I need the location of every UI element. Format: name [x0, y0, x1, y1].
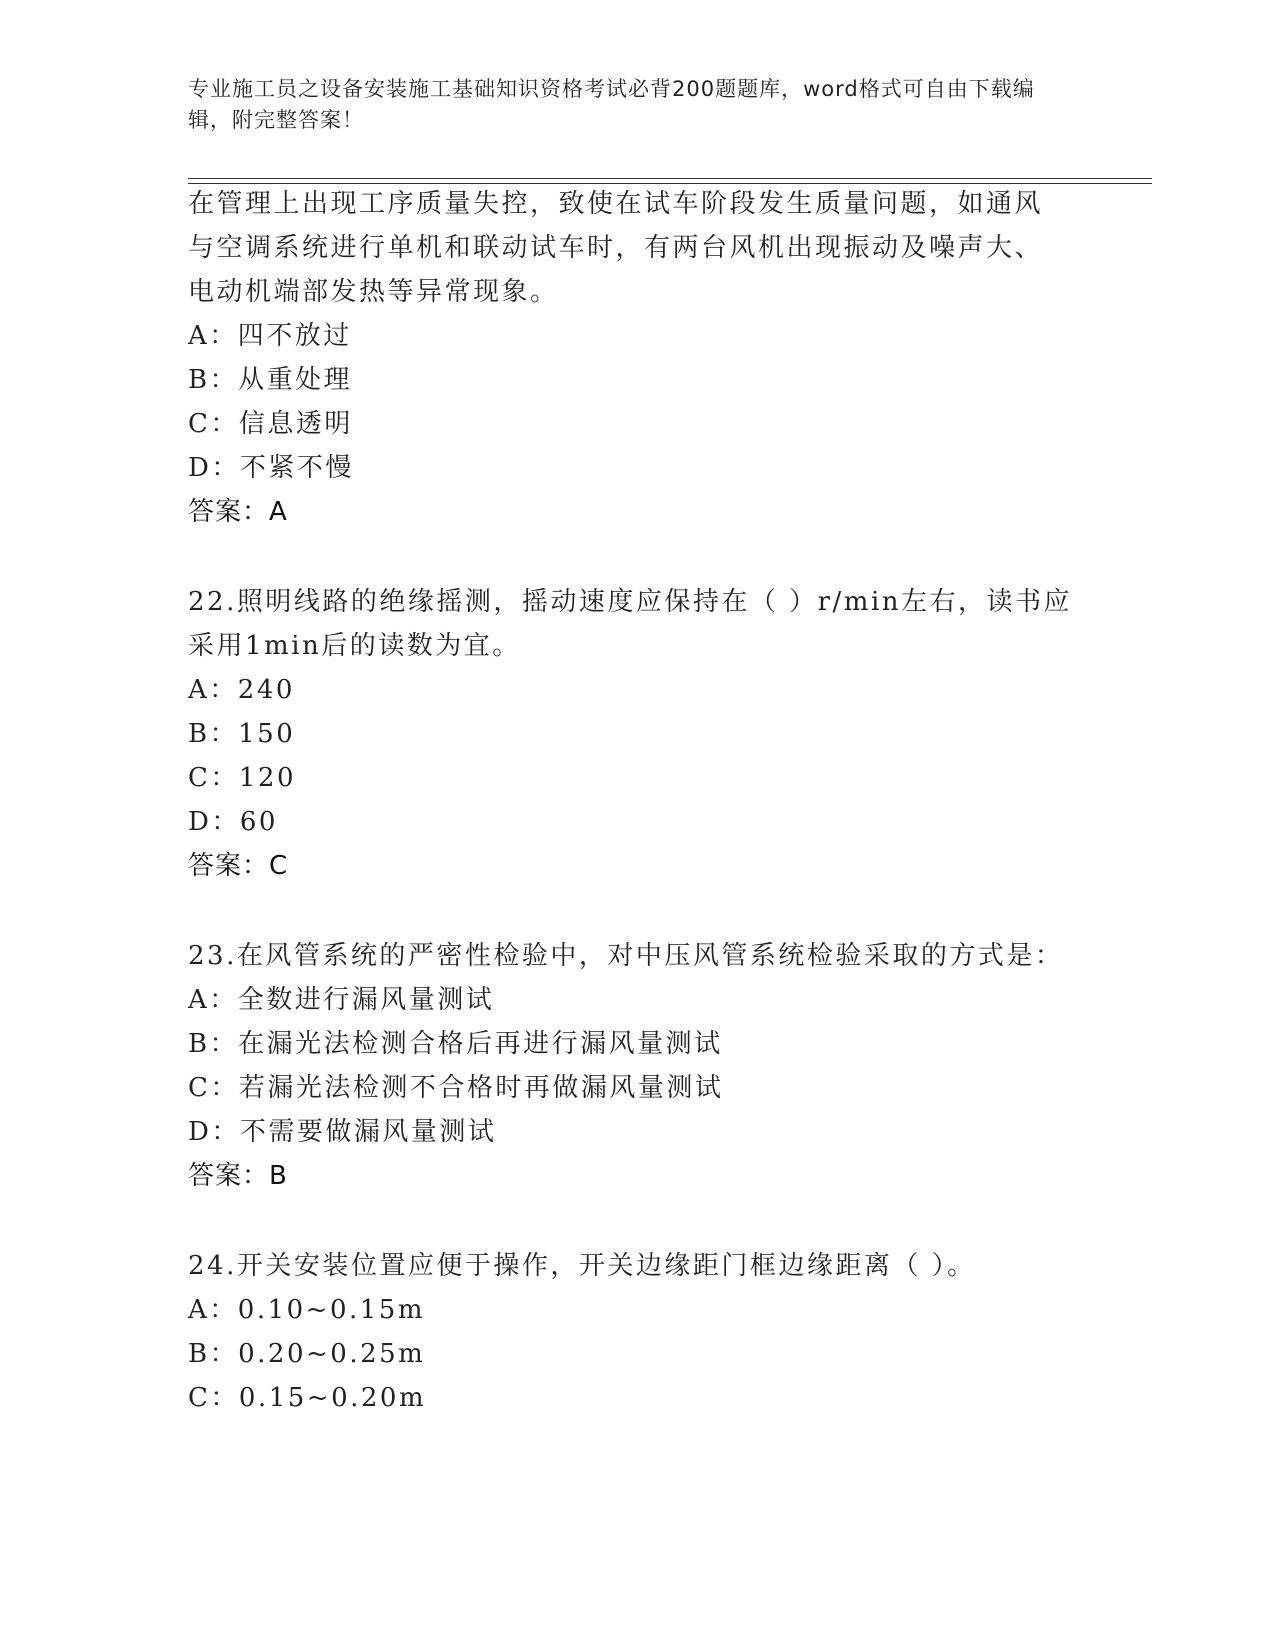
option-b: B：150	[188, 719, 296, 749]
answer-label: 答案：C	[188, 851, 289, 881]
option-b: B：从重处理	[188, 365, 353, 395]
option-c: C：0.15~0.20m	[188, 1383, 427, 1413]
option-a: A：全数进行漏风量测试	[188, 985, 495, 1015]
answer-label: 答案：B	[188, 1161, 288, 1191]
option-a: A：四不放过	[188, 321, 352, 351]
question-text-line: 在管理上出现工序质量失控，致使在试车阶段发生质量问题，如通风	[188, 189, 1044, 219]
question-23-text: 23.在风管系统的严密性检验中，对中压风管系统检验采取的方式是：	[188, 941, 1064, 971]
option-c: C：若漏光法检测不合格时再做漏风量测试	[188, 1073, 724, 1103]
option-c: C：信息透明	[188, 409, 353, 439]
option-d: D：不紧不慢	[188, 453, 354, 483]
question-22-text: 22.照明线路的绝缘摇测，摇动速度应保持在（ ）r/min左右，读书应	[188, 587, 1073, 617]
question-text-line: 与空调系统进行单机和联动试车时，有两台风机出现振动及噪声大、	[188, 233, 1044, 263]
question-text-line: 电动机端部发热等异常现象。	[188, 277, 559, 307]
header-divider-double	[188, 183, 1152, 184]
question-22-text-cont: 采用1min后的读数为宜。	[188, 631, 521, 661]
answer-label: 答案：A	[188, 497, 288, 527]
option-b: B：在漏光法检测合格后再进行漏风量测试	[188, 1029, 723, 1059]
question-24-text: 24.开关安装位置应便于操作，开关边缘距门框边缘距离（ ）。	[188, 1251, 976, 1281]
header-divider	[188, 178, 1152, 179]
option-b: B：0.20~0.25m	[188, 1339, 426, 1369]
option-c: C：120	[188, 763, 297, 793]
option-d: D：不需要做漏风量测试	[188, 1117, 497, 1147]
document-header: 专业施工员之设备安装施工基础知识资格考试必背200题题库，word格式可自由下载编辑，附完整答案！	[188, 77, 1035, 132]
option-a: A：0.10~0.15m	[188, 1295, 425, 1325]
option-d: D：60	[188, 807, 278, 837]
option-a: A：240	[188, 675, 295, 705]
